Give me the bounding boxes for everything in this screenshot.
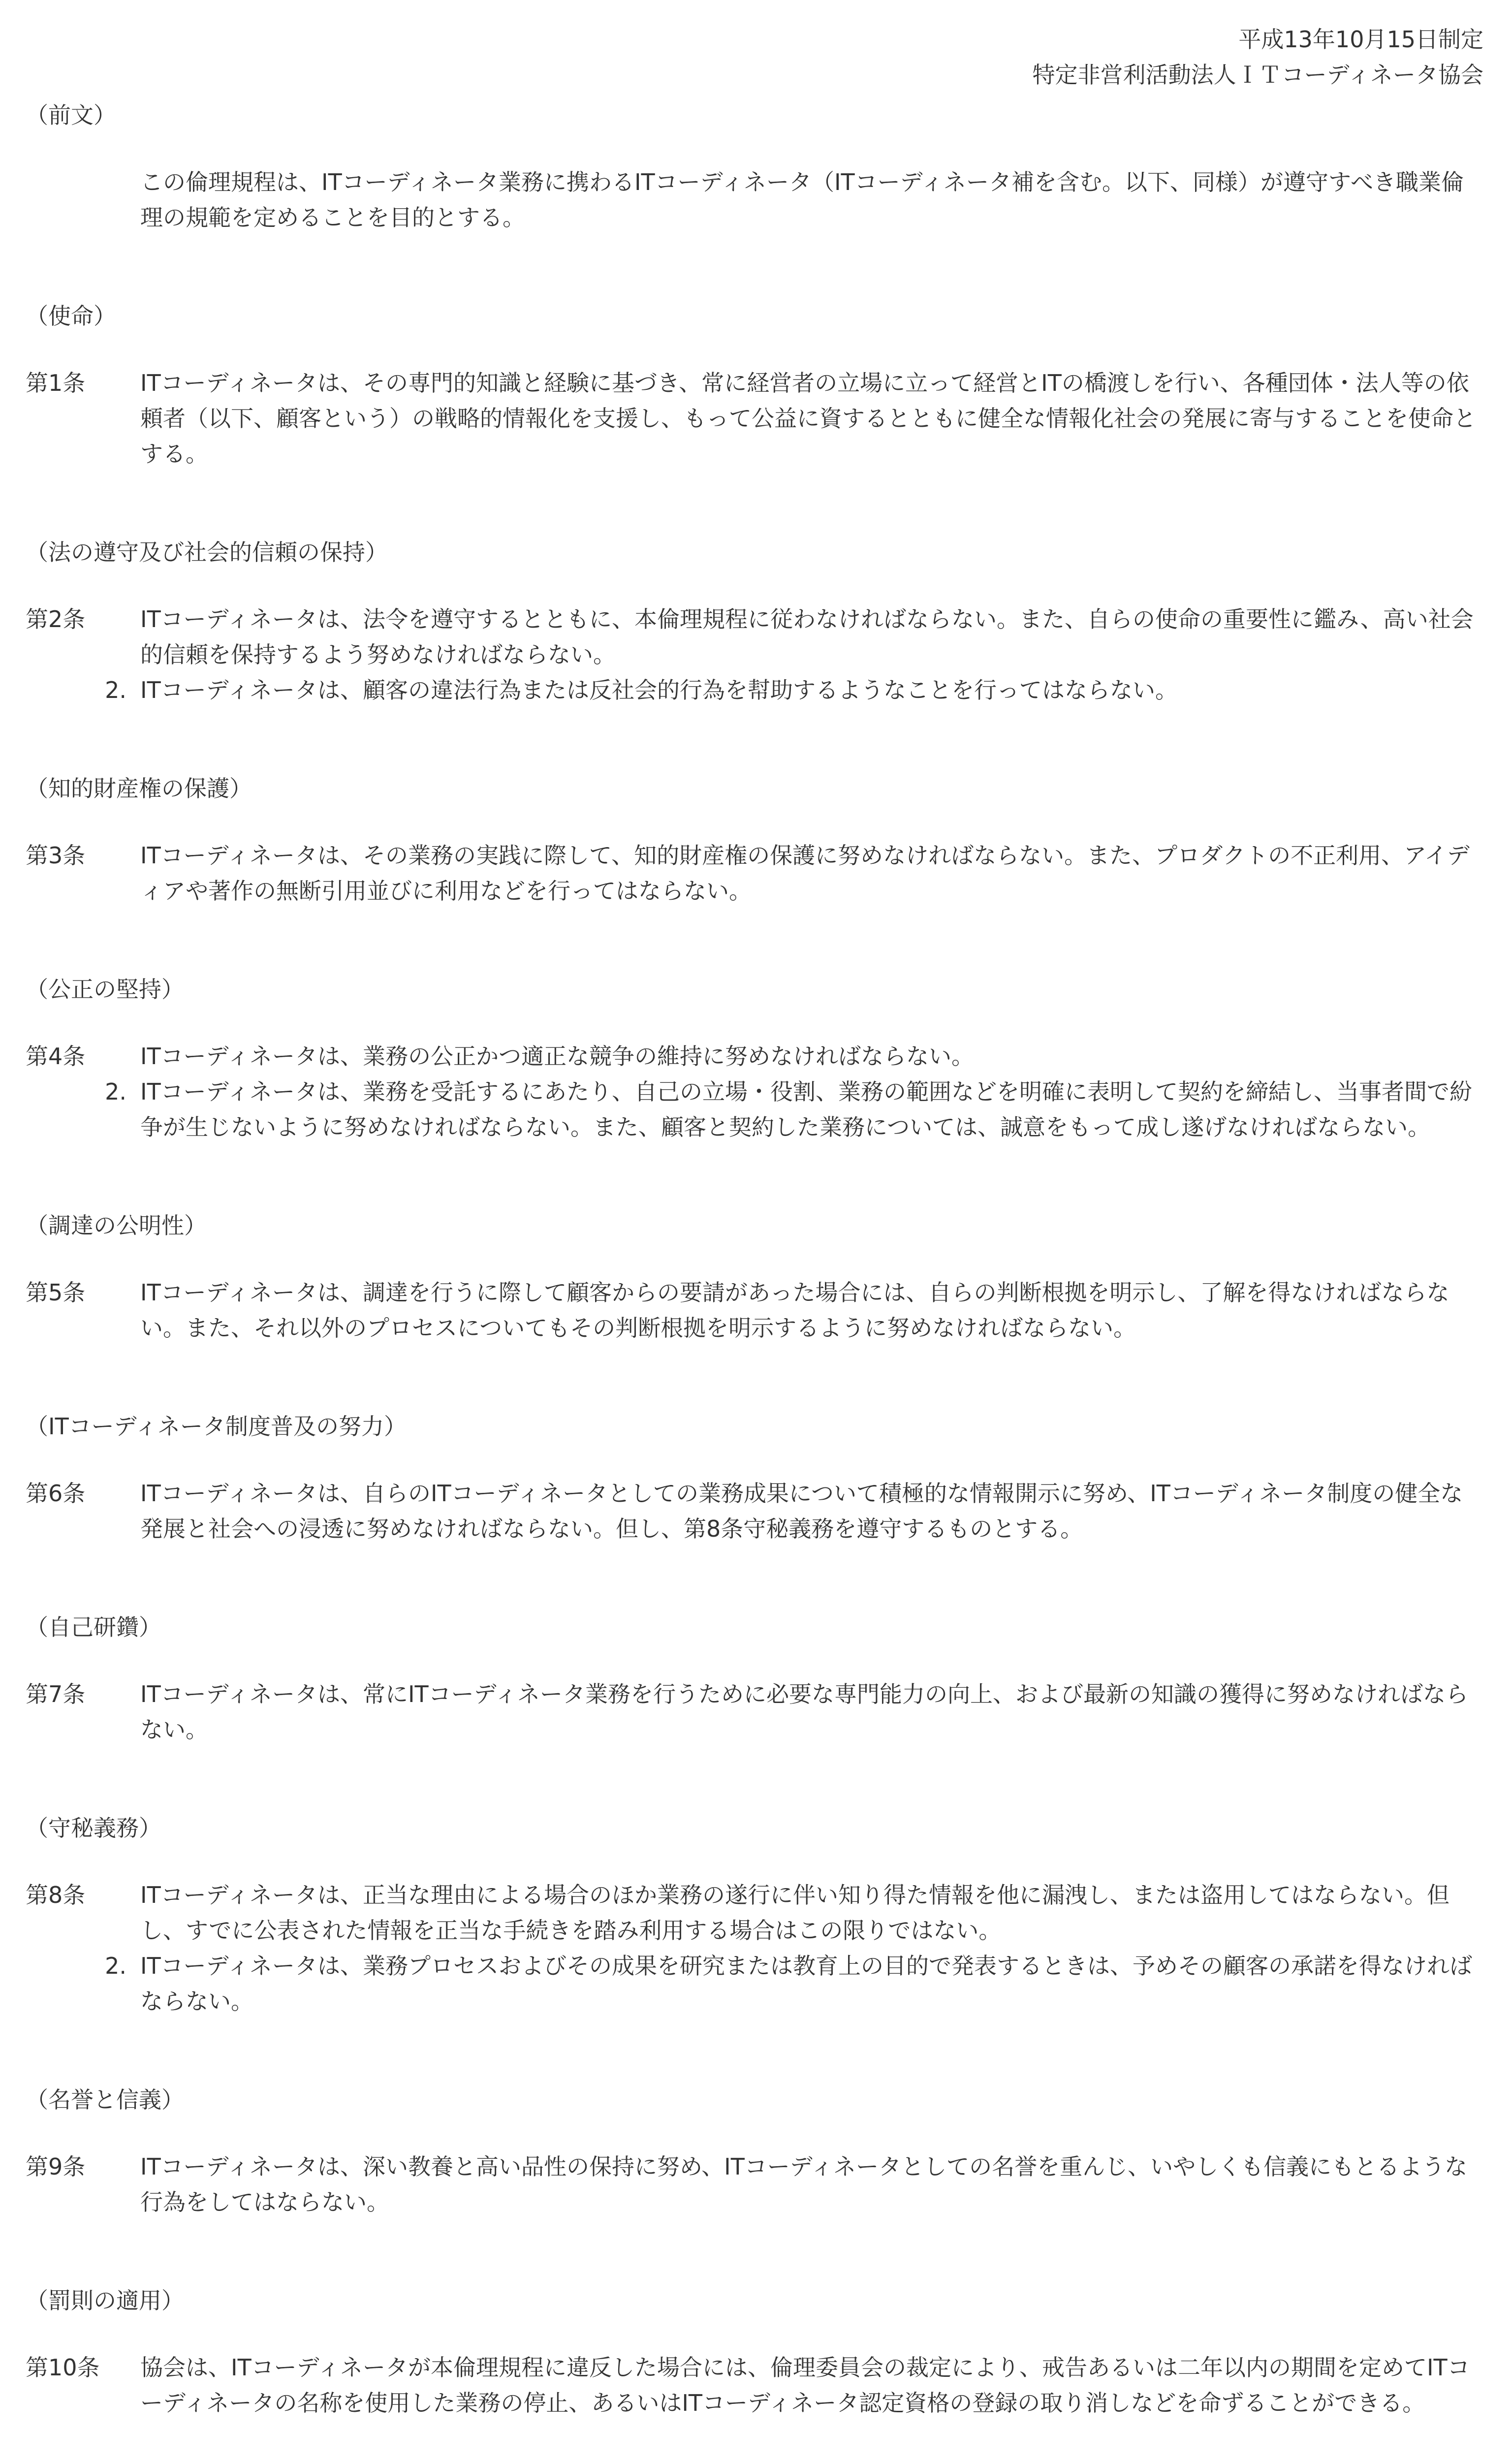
article-list xyxy=(26,2149,1482,2220)
article-list xyxy=(26,601,1482,708)
section-title: （法の遵守及び社会的信頼の保持） xyxy=(26,539,388,566)
article xyxy=(26,2350,1482,2421)
section-title: （使命） xyxy=(26,303,116,329)
article-list xyxy=(26,1476,1482,1546)
section xyxy=(26,1409,1482,1546)
article xyxy=(26,1039,1482,1074)
article-text: ITコーディネータは、法令を遵守するとともに、本倫理規程に従わなければならない。また、自らの使命の重要性に鑑み、高い社会的信頼を保持するよう努めなければならない。 xyxy=(140,606,1474,668)
article xyxy=(26,838,1482,909)
section-title: （公正の堅持） xyxy=(26,976,184,1003)
section-title: （ITコーディネータ制度普及の努力） xyxy=(26,1413,407,1440)
section xyxy=(26,2283,1482,2421)
article xyxy=(26,601,1482,672)
article xyxy=(26,1476,1482,1546)
section xyxy=(26,1208,1482,1346)
article-text: 協会は、ITコーディネータが本倫理規程に違反した場合には、倫理委員会の裁定により、戒告あるいは二年以内の期間を定めてITコーディネータの名称を使用した業務の停止、あるいはITコーディネータ認定資格の登録の取り消しなどを命ずることができる。 xyxy=(140,2354,1470,2416)
article xyxy=(26,1275,1482,1346)
article-text: ITコーディネータは、自らのITコーディネータとしての業務成果について積極的な情報開示に努め、ITコーディネータ制度の健全な発展と社会への浸透に努めなければならない。但し、第8条守秘義務を遵守するものとする。 xyxy=(140,1480,1463,1542)
section-title: （守秘義務） xyxy=(26,1815,161,1841)
section xyxy=(26,1609,1482,1747)
section-title: （知的財産権の保護） xyxy=(26,775,252,802)
article-number: 第8条 xyxy=(26,1882,86,1908)
enactment-date: 平成13年10月15日制定 xyxy=(1238,26,1483,53)
section xyxy=(26,535,1482,708)
article xyxy=(26,2149,1482,2220)
article-list xyxy=(26,2350,1482,2421)
article-number: 第9条 xyxy=(26,2153,86,2180)
article xyxy=(26,365,1482,472)
section xyxy=(26,1810,1482,2019)
article-paragraph xyxy=(26,672,1482,708)
section xyxy=(26,2082,1482,2220)
article-paragraph xyxy=(26,1948,1482,2019)
article-text: ITコーディネータは、調達を行うに際して顧客からの要請があった場合には、自らの判断根拠を明示し、了解を得なければならない。また、それ以外のプロセスについてもその判断根拠を明示するように努めなければならない。 xyxy=(140,1279,1449,1341)
article-number: 第6条 xyxy=(26,1480,86,1507)
article-text: ITコーディネータは、深い教養と高い品性の保持に努め、ITコーディネータとしての名誉を重んじ、いやしくも信義にもとるような行為をしてはならない。 xyxy=(140,2153,1468,2215)
section xyxy=(26,298,1482,472)
article-number: 第5条 xyxy=(26,1279,86,1306)
article-list xyxy=(26,1877,1482,2019)
article-list xyxy=(26,838,1482,909)
article-list xyxy=(26,1676,1482,1747)
document-header xyxy=(1033,22,1483,93)
article-text: ITコーディネータは、業務プロセスおよびその成果を研究または教育上の目的で発表するときは、予めその顧客の承諾を得なければならない。 xyxy=(140,1953,1472,2015)
article-number: 第2条 xyxy=(26,606,86,632)
article-number: 第10条 xyxy=(26,2354,100,2381)
article-number: 第7条 xyxy=(26,1681,86,1707)
paragraph-number: 2. xyxy=(105,677,126,703)
article-number: 第3条 xyxy=(26,842,86,869)
section-title: （名誉と信義） xyxy=(26,2086,184,2113)
section-title: （自己研鑽） xyxy=(26,1614,161,1641)
section-title: （調達の公明性） xyxy=(26,1212,207,1239)
article-list xyxy=(26,1275,1482,1346)
article-text: ITコーディネータは、常にITコーディネータ業務を行うために必要な専門能力の向上、および最新の知識の獲得に努めなければならない。 xyxy=(140,1681,1468,1743)
paragraph-number: 2. xyxy=(105,1953,126,1979)
article-text: ITコーディネータは、その業務の実践に際して、知的財産権の保護に努めなければならない。また、プロダクトの不正利用、アイディアや著作の無断引用並びに利用などを行ってはならない。 xyxy=(140,842,1470,904)
article-number: 第1条 xyxy=(26,370,86,396)
article xyxy=(26,1877,1482,1948)
article-number: 第4条 xyxy=(26,1043,86,1070)
article-list xyxy=(26,365,1482,472)
preamble-text: この倫理規程は、ITコーディネータ業務に携わるITコーディネータ（ITコーディネータ補を含む。以下、同様）が遵守すべき職業倫理の規範を定めることを目的とする。 xyxy=(140,169,1464,231)
article-text: ITコーディネータは、その専門的知識と経験に基づき、常に経営者の立場に立って経営とITの橋渡しを行い、各種団体・法人等の依頼者（以下、顧客という）の戦略的情報化を支援し、もって公益に資するとともに健全な情報化社会の発展に寄与することを使命とする。 xyxy=(140,370,1476,467)
organization-name: 特定非営利活動法人ＩＴコーディネータ協会 xyxy=(1032,62,1483,88)
article-text: ITコーディネータは、顧客の違法行為または反社会的行為を幇助するようなことを行ってはならない。 xyxy=(140,677,1178,703)
article-list xyxy=(26,1039,1482,1145)
sections-container xyxy=(26,298,1482,2461)
article xyxy=(26,1676,1482,1747)
section-title: （罰則の適用） xyxy=(26,2287,184,2314)
article-paragraph xyxy=(26,1074,1482,1145)
article-text: ITコーディネータは、正当な理由による場合のほか業務の遂行に伴い知り得た情報を他に漏洩し、または盗用してはならない。但し、すでに公表された情報を正当な手続きを踏み利用する場合はこの限りではない。 xyxy=(140,1882,1449,1944)
article-text: ITコーディネータは、業務の公正かつ適正な競争の維持に努めなければならない。 xyxy=(140,1043,974,1070)
article-text: ITコーディネータは、業務を受託するにあたり、自己の立場・役割、業務の範囲などを明確に表明して契約を締結し、当事者間で紛争が生じないように努めなければならない。また、顧客と契約した業務については、誠意をもって成し遂げなければならない。 xyxy=(140,1078,1472,1140)
preamble-title: （前文） xyxy=(26,102,116,128)
document-body xyxy=(26,97,1482,2461)
section xyxy=(26,972,1482,1145)
paragraph-number: 2. xyxy=(105,1078,126,1105)
section xyxy=(26,771,1482,909)
